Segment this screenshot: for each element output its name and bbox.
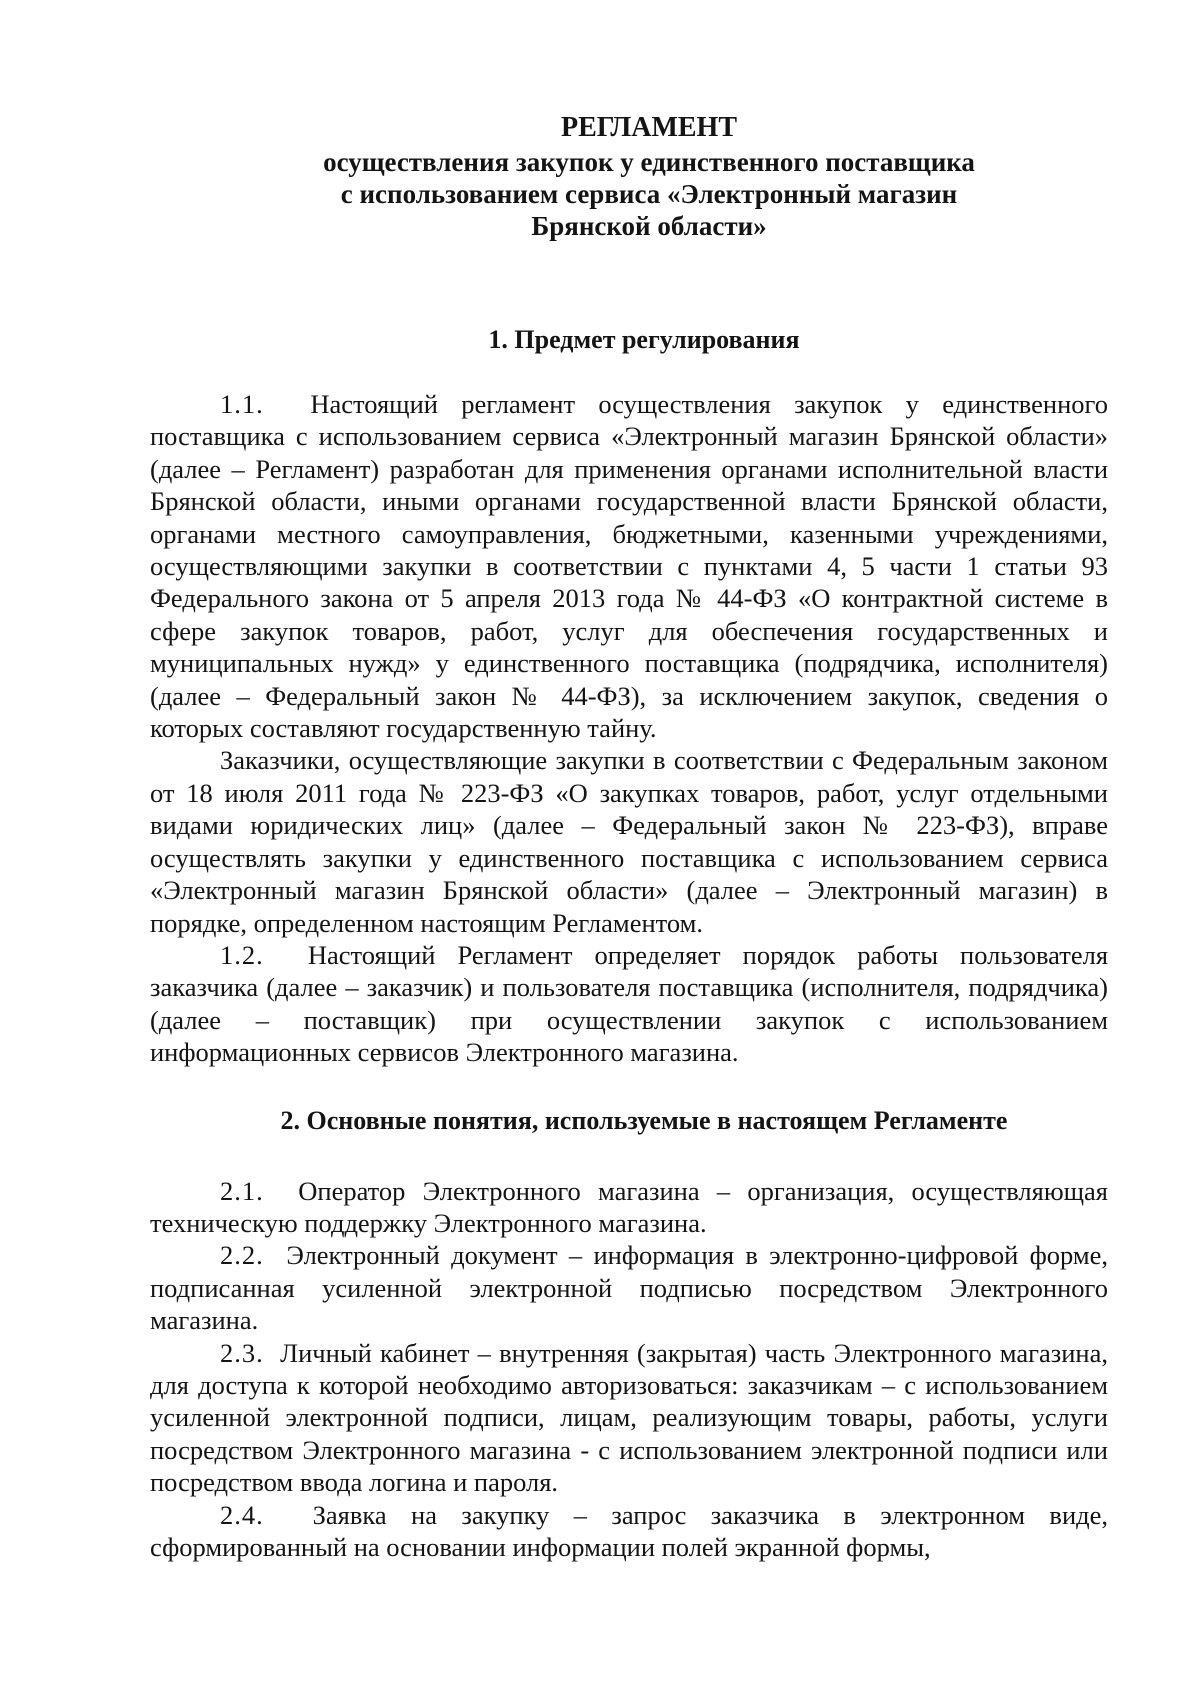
paragraph-text: Электронный документ – информация в электронно-цифровой форме, подписанная усиленной электронной подписью посредством Электронного магазина.: [150, 1240, 1109, 1336]
paragraph-number: 2.4.: [220, 1499, 264, 1530]
title-line-3: Брянской области»: [531, 211, 767, 241]
title-line-2: с использованием сервиса «Электронный магазин: [340, 179, 958, 209]
paragraph-text: Настоящий регламент осуществления закупок у единственного поставщика с использованием сервиса «Электронный магазин Брянской области» (далее – Регламент) разработан для применения органами исполнительной власти Брянской области, иными органами государственной власти Брянской области, органами местного самоуправления, бюджетными, казенными учреждениями, осуществляющими закупки в соответствии с пунктами 4, 5 части 1 статьи 93 Федерального закона от 5 апреля 2013 года № 44-ФЗ «О контрактной системе в сфере закупок товаров, работ, услуг для обеспечения государственных и муниципальных нужд» у единственного поставщика (подрядчика, исполнителя) (далее – Федеральный закон № 44-ФЗ), за исключением закупок, сведения о которых составляют государственную тайну.: [150, 389, 1109, 744]
paragraph-1-1: [150, 388, 1108, 744]
paragraph-2-1: [150, 1175, 1108, 1240]
paragraph-1-1-b: [150, 744, 1108, 938]
paragraph-2-2: [150, 1239, 1108, 1336]
paragraph-text: Заявка на закупку – запрос заказчика в электронном виде, сформированный на основании информации полей экранной формы,: [150, 1499, 1108, 1562]
document-title: [190, 112, 1108, 242]
paragraph-number: 2.3.: [220, 1337, 264, 1368]
paragraph-text: Заказчики, осуществляющие закупки в соответствии с Федеральным законом от 18 июля 2011 года № 223-ФЗ «О закупках товаров, работ, услуг отдельными видами юридических лиц» (далее – Федеральный закон № 223-ФЗ), вправе осуществлять закупки у единственного поставщика с использованием сервиса «Электронный магазин Брянской области» (далее – Электронный магазин) в порядке, определенном настоящим Регламентом.: [150, 745, 1108, 938]
section-2-heading: 2. Основные понятия, используемые в настоящем Регламенте: [280, 1105, 1008, 1135]
paragraph-text: Личный кабинет – внутренняя (закрытая) часть Электронного магазина, для доступа к которой необходимо авторизоваться: заказчикам – с использованием усиленной электронной подписи, лицам, реализующим товары, работы, услуги посредством Электронного магазина - с использованием электронной подписи или посредством ввода логина и пароля.: [150, 1337, 1108, 1498]
paragraph-number: 1.2.: [220, 939, 264, 970]
title-line-1: осуществления закупок у единственного поставщика: [323, 147, 975, 177]
paragraph-number: 2.2.: [220, 1240, 264, 1271]
section-1-heading: 1. Предмет регулирования: [488, 325, 800, 354]
paragraph-text: Оператор Электронного магазина – организация, осуществляющая техническую поддержку Электронного магазина.: [150, 1175, 1108, 1238]
title-main: РЕГЛАМЕНТ: [560, 112, 737, 143]
paragraph-text: Настоящий Регламент определяет порядок работы пользователя заказчика (далее – заказчик) и пользователя поставщика (исполнителя, подрядчика) (далее – поставщик) при осуществлении закупок с использованием информационных сервисов Электронного магазина.: [150, 939, 1109, 1068]
paragraph-number: 1.1.: [220, 389, 264, 419]
paragraph-1-2: [150, 939, 1108, 1069]
paragraph-2-4: [150, 1499, 1108, 1564]
paragraph-2-3: [150, 1337, 1108, 1499]
paragraph-number: 2.1.: [220, 1175, 264, 1206]
